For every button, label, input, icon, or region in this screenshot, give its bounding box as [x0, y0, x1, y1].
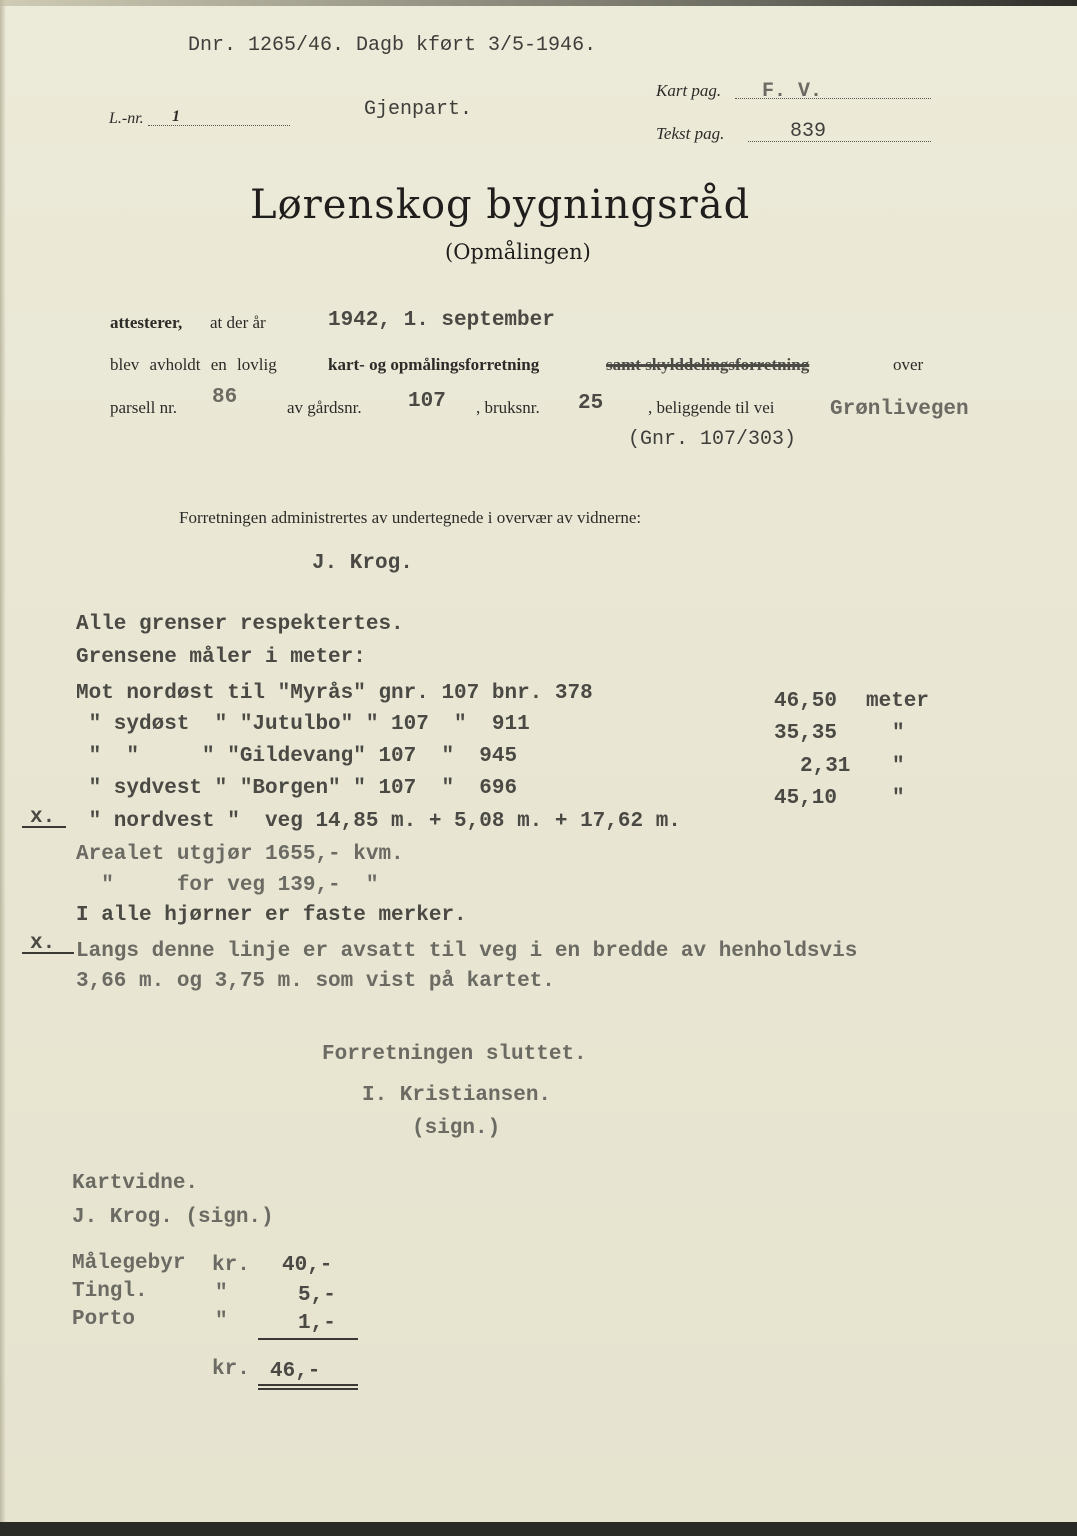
gardsnr-label: av gårdsnr.: [287, 398, 362, 417]
along-line-1: Langs denne linje er avsatt til veg i en bredde av henholdsvis: [76, 940, 858, 963]
kart-pag-value: F. V.: [762, 80, 823, 103]
boundary-unit: ": [892, 787, 905, 810]
fee-amount: 40,-: [282, 1254, 333, 1277]
fee-amount: 5,-: [298, 1284, 336, 1307]
total-currency: kr.: [212, 1358, 250, 1381]
kartvidne-label: Kartvidne.: [72, 1172, 199, 1195]
boundary-row: Mot nordøst til "Myrås" gnr. 107 bnr. 378: [76, 682, 593, 705]
boundary-length: 35,35: [774, 722, 838, 745]
vei-value: Grønlivegen: [830, 398, 969, 421]
at-der-aar-label: at der år: [210, 313, 266, 332]
parsell-value: 86: [212, 386, 238, 409]
boundary-row: " sydøst " "Jutulbo" " 107 " 911: [76, 713, 530, 736]
line2-struck: samt skylddelingsforretning: [606, 355, 810, 374]
scan-left-edge: [0, 0, 6, 1536]
tekst-pag-value: 839: [790, 120, 827, 143]
fee-currency: ": [215, 1282, 228, 1305]
line2-prefix: blev avholdt en lovlig: [110, 355, 277, 374]
fee-currency: ": [215, 1310, 228, 1333]
scan-bottom-edge: [0, 1522, 1077, 1536]
document-title: Lørenskog bygningsråd: [250, 182, 751, 228]
line2-bold: kart- og opmålingsforretning: [328, 355, 540, 374]
boundary-unit: meter: [866, 690, 930, 713]
gardsnr-value: 107: [408, 390, 446, 413]
fee-label: Målegebyr: [72, 1252, 186, 1275]
boundary-row: " nordvest " veg 14,85 m. + 5,08 m. + 17,62 m.: [76, 810, 681, 833]
boundary-row: " " " "Gildevang" 107 " 945: [76, 745, 518, 768]
fee-currency: kr.: [212, 1254, 250, 1277]
total-amount: 46,-: [270, 1360, 321, 1383]
kartvidne-signed: J. Krog. (sign.): [72, 1206, 274, 1229]
x-mark: x.: [30, 806, 56, 829]
administered-line: Forretningen administrertes av undertegnede i overvær av vidnerne:: [179, 508, 642, 527]
boundary-length: 2,31: [800, 755, 851, 778]
copy-label: Gjenpart.: [364, 98, 473, 121]
date-value: 1942, 1. september: [328, 309, 555, 332]
bruksnr-label: , bruksnr.: [476, 398, 540, 417]
kart-pag-label: Kart pag.: [656, 81, 722, 100]
boundary-unit: ": [892, 755, 905, 778]
fee-amount: 1,-: [298, 1312, 336, 1335]
fee-label: Tingl.: [72, 1280, 148, 1303]
body-line-1: Alle grenser respektertes.: [76, 613, 404, 636]
boundary-length: 46,50: [774, 690, 838, 713]
signer-signed: (sign.): [412, 1117, 501, 1140]
parsell-label: parsell nr.: [110, 398, 178, 417]
scan-top-edge: [0, 0, 1077, 6]
witness-name: J. Krog.: [312, 552, 413, 575]
document-subtitle: (Opmålingen): [445, 240, 591, 264]
fee-label: Porto: [72, 1308, 136, 1331]
road-area-line: " for veg 139,- ": [76, 874, 379, 897]
body-line-2: Grensene måler i meter:: [76, 646, 366, 669]
gnr-note: (Gnr. 107/303): [628, 428, 797, 451]
lnr-value: 1: [172, 108, 180, 125]
x-mark: x.: [30, 932, 56, 955]
attesterer-label: attesterer,: [110, 313, 183, 332]
bruksnr-value: 25: [578, 392, 604, 415]
boundary-row: " sydvest " "Borgen" " 107 " 696: [76, 777, 518, 800]
tekst-pag-label: Tekst pag.: [656, 124, 725, 143]
closed-line: Forretningen sluttet.: [322, 1043, 587, 1066]
boundary-length: 45,10: [774, 787, 838, 810]
vei-label: , beliggende til vei: [648, 398, 775, 417]
along-line-2: 3,66 m. og 3,75 m. som vist på kartet.: [76, 970, 555, 993]
boundary-unit: ": [892, 722, 905, 745]
line2-suffix: over: [893, 355, 924, 374]
corners-line: I alle hjørner er faste merker.: [76, 904, 467, 927]
signer-name: I. Kristiansen.: [362, 1084, 552, 1107]
area-line: Arealet utgjør 1655,- kvm.: [76, 843, 404, 866]
journal-line: Dnr. 1265/46. Dagb kført 3/5-1946.: [188, 34, 597, 57]
lnr-label: L.-nr.: [109, 110, 144, 127]
